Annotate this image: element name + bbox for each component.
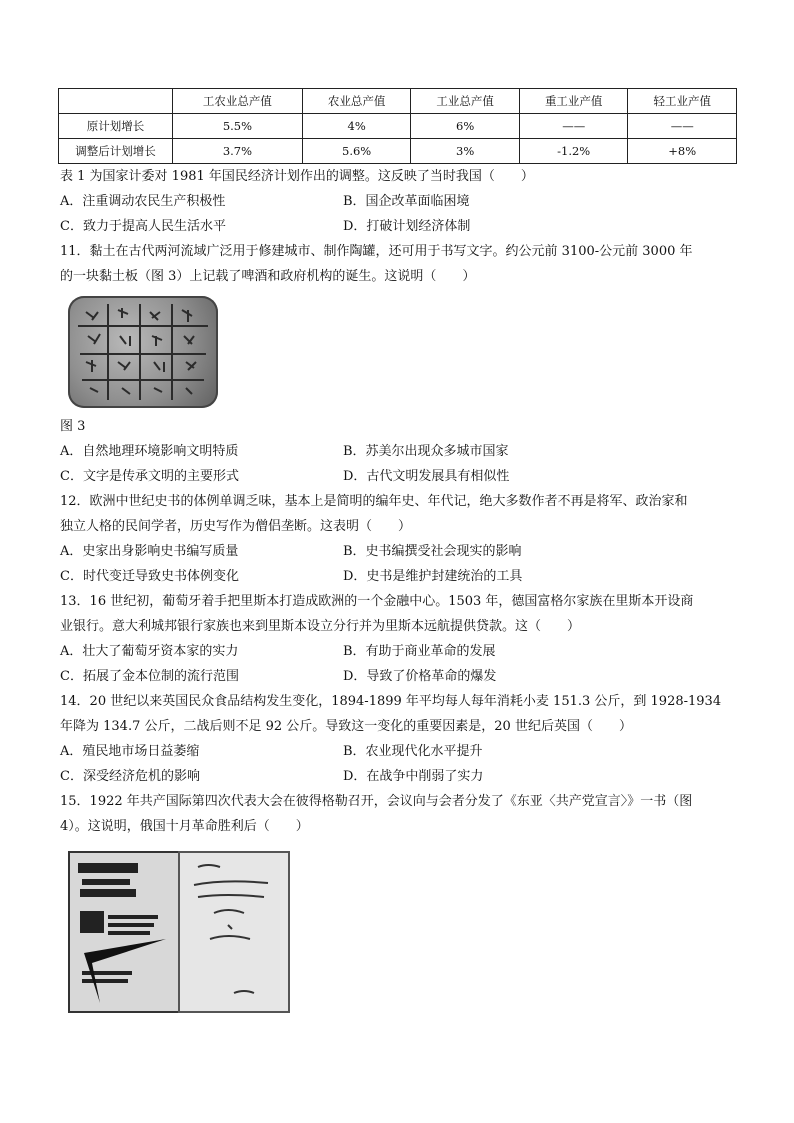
question-12-stem-line-2: 独立人格的民间学者，历史写作为僧侣垄断。这表明（ ） [60, 519, 412, 534]
question-14-option-a[interactable]: A．殖民地市场日益萎缩 [60, 744, 200, 759]
cuneiform-marks-icon [68, 296, 218, 408]
table-cell: 调整后计划增长 [59, 139, 173, 164]
question-11-option-b[interactable]: B．苏美尔出现众多城市国家 [343, 444, 509, 459]
figure-3-caption: 图 3 [60, 419, 86, 434]
table-header-cell: 工农业总产值 [173, 89, 303, 114]
table-header-cell: 轻工业产值 [628, 89, 737, 114]
question-10-stem: 表 1 为国家计委对 1981 年国民经济计划作出的调整。这反映了当时我国（ ） [60, 169, 534, 184]
question-11-option-c[interactable]: C．文字是传承文明的主要形式 [60, 469, 239, 484]
book-cover-icon [70, 853, 178, 1011]
question-12-option-c[interactable]: C．时代变迁导致史书体例变化 [60, 569, 239, 584]
table-cell: +8% [628, 139, 737, 164]
question-12-stem-line-1: 12．欧洲中世纪史书的体例单调乏味，基本上是简明的编年史、年代记，绝大多数作者不再是将军、政治家和 [60, 494, 688, 509]
table-header-cell: 重工业产值 [519, 89, 628, 114]
question-14-stem-line-2: 年降为 134.7 公斤，二战后则不足 92 公斤。导致这一变化的重要因素是，20 世纪后英国（ ） [60, 719, 632, 734]
clay-tablet-image [68, 296, 218, 408]
question-11-stem-line-1: 11．黏土在古代两河流域广泛用于修建城市、制作陶罐，还可用于书写文字。约公元前 3100-公元前 3000 年 [60, 244, 693, 259]
table-header-cell: 工业总产值 [411, 89, 520, 114]
question-12-option-b[interactable]: B．史书编撰受社会现实的影响 [343, 544, 522, 559]
question-11-stem-line-2: 的一块黏土板（图 3）上记载了啤酒和政府机构的诞生。这说明（ ） [60, 269, 476, 284]
question-14-stem-line-1: 14．20 世纪以来英国民众食品结构发生变化，1894-1899 年平均每人每年消耗小麦 151.3 公斤，到 1928-1934 [60, 694, 722, 709]
table-row [59, 139, 737, 164]
question-13-option-a[interactable]: A．壮大了葡萄牙资本家的实力 [60, 644, 239, 659]
table-cell: -1.2% [519, 139, 628, 164]
question-14-option-b[interactable]: B．农业现代化水平提升 [343, 744, 483, 759]
question-13-option-b[interactable]: B．有助于商业革命的发展 [343, 644, 496, 659]
table-cell: 5.6% [302, 139, 411, 164]
question-12-option-a[interactable]: A．史家出身影响史书编写质量 [60, 544, 239, 559]
table-header-cell: 农业总产值 [302, 89, 411, 114]
table-cell: 5.5% [173, 114, 303, 139]
question-13-stem-line-2: 业银行。意大利城邦银行家族也来到里斯本设立分行并为里斯本远航提供贷款。这（ ） [60, 619, 581, 634]
question-10-option-c[interactable]: C．致力于提高人民生活水平 [60, 219, 226, 234]
title-page-image [178, 851, 290, 1013]
table-cell: 6% [411, 114, 520, 139]
table-cell: 3% [411, 139, 520, 164]
question-15-stem-line-1: 15．1922 年共产国际第四次代表大会在彼得格勒召开，会议向与会者分发了《东亚〈共产党宣言〉》一书（图 [60, 794, 693, 809]
question-10-option-a[interactable]: A．注重调动农民生产积极性 [60, 194, 226, 209]
table-cell: —— [628, 114, 737, 139]
question-11-option-a[interactable]: A．自然地理环境影响文明特质 [60, 444, 239, 459]
book-cover-image [68, 851, 180, 1013]
title-page-icon [180, 853, 288, 1011]
question-13-stem-line-1: 13．16 世纪初，葡萄牙着手把里斯本打造成欧洲的一个金融中心。1503 年，德国富格尔家族在里斯本开设商 [60, 594, 694, 609]
table-row [59, 114, 737, 139]
question-14-option-c[interactable]: C．深受经济危机的影响 [60, 769, 200, 784]
question-10-option-b[interactable]: B．国企改革面临困境 [343, 194, 470, 209]
table-header-row [59, 89, 737, 114]
question-12-option-d[interactable]: D．史书是维护封建统治的工具 [343, 569, 523, 584]
question-15-stem-line-2: 4）。这说明，俄国十月革命胜利后（ ） [60, 819, 309, 834]
question-13-option-c[interactable]: C．拓展了金本位制的流行范围 [60, 669, 239, 684]
question-13-option-d[interactable]: D．导致了价格革命的爆发 [343, 669, 497, 684]
plan-adjustment-table [58, 88, 737, 164]
table-header-cell [59, 89, 173, 114]
table-cell: 4% [302, 114, 411, 139]
question-11-option-d[interactable]: D．古代文明发展具有相似性 [343, 469, 510, 484]
table-cell: —— [519, 114, 628, 139]
question-10-option-d[interactable]: D．打破计划经济体制 [343, 219, 471, 234]
table-cell: 3.7% [173, 139, 303, 164]
question-14-option-d[interactable]: D．在战争中削弱了实力 [343, 769, 484, 784]
table-cell: 原计划增长 [59, 114, 173, 139]
